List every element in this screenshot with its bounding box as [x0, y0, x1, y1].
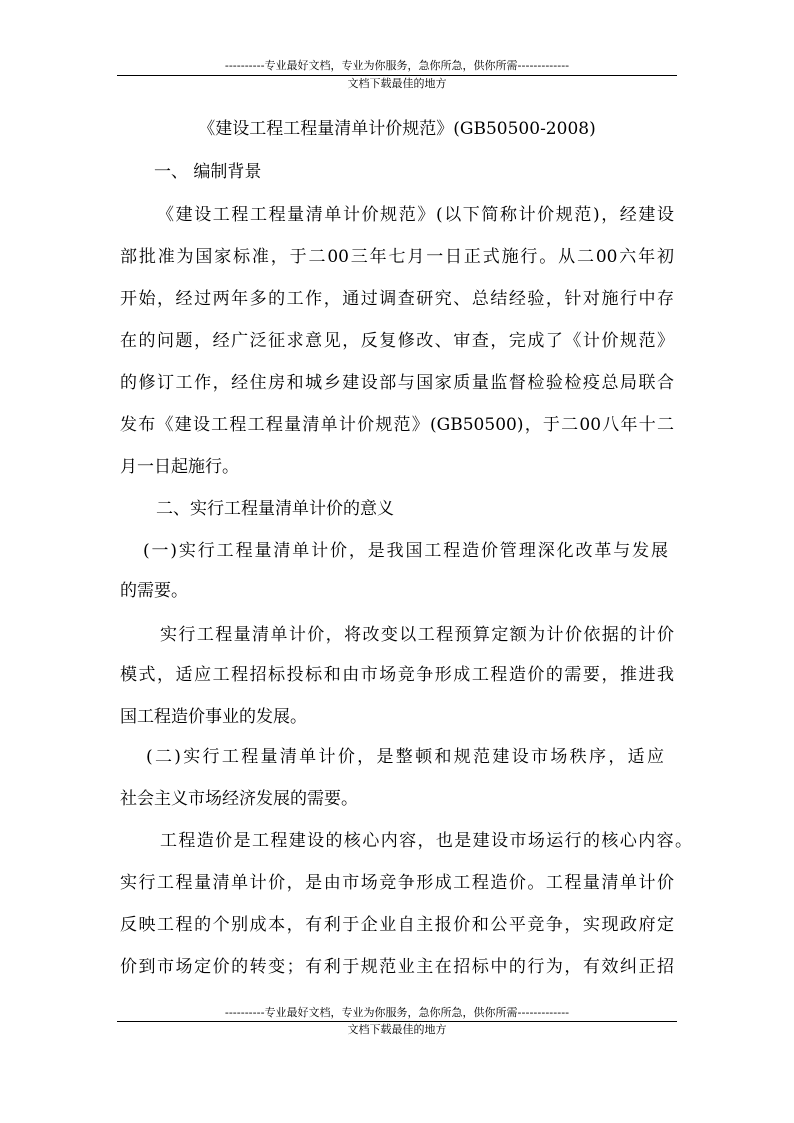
paragraph-line: 在的问题，经广泛征求意见，反复修改、审查，完成了《计价规范》	[120, 331, 674, 351]
subsection-heading-line: (一)实行工程量清单计价，是我国工程造价管理深化改革与发展	[143, 541, 668, 561]
document-title: 《建设工程工程量清单计价规范》(GB50500-2008)	[198, 119, 596, 139]
section-heading-background: 一、 编制背景	[154, 162, 262, 182]
paragraph-line: 发布《建设工程工程量清单计价规范》(GB50500)，于二00八年十二	[120, 415, 674, 435]
paragraph-line: 价到市场定价的转变；有利于规范业主在招标中的行为，有效纠正招	[120, 957, 674, 977]
paragraph-line: 开始，经过两年多的工作，通过调查研究、总结经验，针对施行中存	[120, 289, 674, 309]
paragraph-line: 实行工程量清单计价，是由市场竞争形成工程造价。工程量清单计价	[120, 873, 674, 893]
paragraph-line: 反映工程的个别成本，有利于企业自主报价和公平竞争，实现政府定	[120, 915, 674, 935]
header-subtitle: 文档下载最佳的地方	[347, 77, 447, 90]
footer-subtitle: 文档下载最佳的地方	[347, 1023, 447, 1036]
paragraph-line: 《建设工程工程量清单计价规范》(以下简称计价规范)，经建设	[157, 205, 674, 225]
paragraph-line: 国工程造价事业的发展。	[120, 707, 307, 727]
paragraph-line: 模式，适应工程招标投标和由市场竞争形成工程造价的需要，推进我	[120, 665, 674, 685]
footer-slogan: ----------专业最好文档，专业为你服务，急你所急，供你所需-------------	[224, 1006, 570, 1019]
paragraph-line: 工程造价是工程建设的核心内容，也是建设市场运行的核心内容。	[160, 831, 692, 851]
paragraph-line: 的修订工作，经住房和城乡建设部与国家质量监督检验检疫总局联合	[120, 373, 674, 393]
subsection-heading-line: 的需要。	[120, 581, 188, 601]
paragraph-line: 月一日起施行。	[120, 457, 239, 477]
paragraph-line: 部批准为国家标准，于二00三年七月一日正式施行。从二00六年初	[120, 247, 674, 267]
subsection-heading-line: 社会主义市场经济发展的需要。	[120, 789, 358, 809]
paragraph-line: 实行工程量清单计价，将改变以工程预算定额为计价依据的计价	[160, 625, 674, 645]
header-slogan: ----------专业最好文档，专业为你服务，急你所急，供你所需-------------	[224, 59, 570, 72]
page-header	[117, 58, 677, 92]
subsection-heading-line: (二)实行工程量清单计价，是整顿和规范建设市场秩序，适应	[146, 747, 664, 767]
section-heading-significance: 二、实行工程量清单计价的意义	[156, 499, 394, 519]
page-footer	[117, 1005, 677, 1038]
